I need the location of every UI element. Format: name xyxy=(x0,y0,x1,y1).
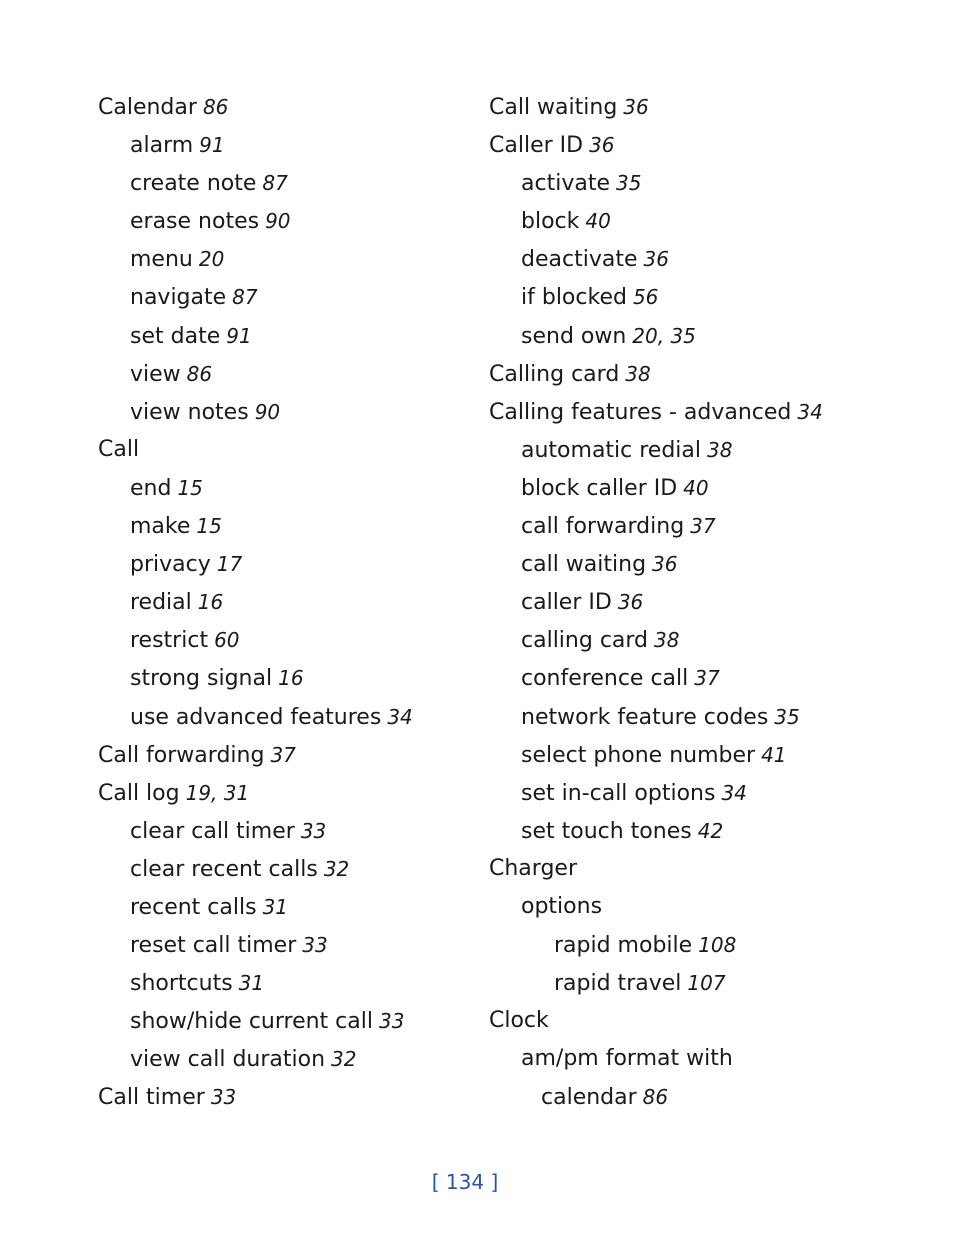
index-entry xyxy=(489,545,909,583)
index-entry xyxy=(98,698,468,736)
index-term: call waiting xyxy=(521,552,647,578)
index-term: Call timer xyxy=(98,1085,205,1111)
index-term: if blocked xyxy=(521,285,627,311)
index-entry xyxy=(489,355,909,393)
index-entry xyxy=(489,1078,909,1116)
index-entry xyxy=(489,850,909,888)
page-reference: 107 xyxy=(687,971,726,996)
index-term: erase notes xyxy=(130,209,260,235)
index-term: end xyxy=(130,475,172,501)
index-term: Call forwarding xyxy=(98,742,265,768)
page-reference: 34 xyxy=(797,399,823,424)
index-entry xyxy=(98,355,468,393)
page-reference: 35 xyxy=(615,171,642,196)
index-term: Calling card xyxy=(489,361,620,387)
index-entry xyxy=(98,507,468,545)
page-reference: 60 xyxy=(214,628,240,653)
index-term: Charger xyxy=(489,855,577,881)
page-number: [ 134 ] xyxy=(431,1170,499,1194)
page-reference: 91 xyxy=(199,133,225,158)
index-entry xyxy=(489,88,909,126)
index-term: network feature codes xyxy=(521,704,769,730)
page-reference: 31 xyxy=(262,894,289,919)
index-term: strong signal xyxy=(130,666,273,692)
page-reference: 87 xyxy=(262,171,288,196)
index-entry xyxy=(489,659,909,697)
page-reference: 37 xyxy=(690,514,716,539)
index-entry xyxy=(98,774,468,812)
index-term: make xyxy=(130,514,191,540)
page-reference: 86 xyxy=(642,1085,669,1110)
index-term: Calendar xyxy=(98,95,197,120)
index-column-right xyxy=(489,88,909,1117)
index-term: view notes xyxy=(130,399,249,425)
index-entry xyxy=(98,1078,468,1116)
page-reference: 41 xyxy=(761,742,787,767)
index-entry xyxy=(98,583,468,621)
index-term: use advanced features xyxy=(130,704,382,730)
index-entry xyxy=(98,317,468,355)
page-reference: 33 xyxy=(300,818,327,843)
page-reference: 86 xyxy=(202,95,229,119)
page-reference: 38 xyxy=(707,437,733,462)
index-term: create note xyxy=(130,171,257,197)
index-entry xyxy=(98,88,468,126)
page-reference: 17 xyxy=(216,552,243,577)
index-entry xyxy=(98,736,468,774)
index-entry xyxy=(98,240,468,278)
index-term: view xyxy=(130,361,181,387)
index-entry xyxy=(489,774,909,812)
page-reference: 36 xyxy=(652,552,678,577)
index-term: am/pm format with xyxy=(521,1046,733,1072)
page-reference: 36 xyxy=(617,590,644,615)
page-reference: 36 xyxy=(589,133,615,158)
index-entry xyxy=(489,393,909,431)
page-reference: 38 xyxy=(625,361,651,386)
index-term: Clock xyxy=(489,1008,549,1034)
index-entry xyxy=(489,469,909,507)
index-entry xyxy=(489,1002,909,1040)
index-entry xyxy=(98,812,468,850)
index-entry xyxy=(489,317,909,355)
page-reference: 108 xyxy=(698,933,737,958)
index-entry xyxy=(489,278,909,316)
index-entry xyxy=(98,888,468,926)
page-reference: 36 xyxy=(643,247,669,272)
index-term: calendar xyxy=(541,1085,637,1111)
page-reference: 32 xyxy=(331,1047,357,1072)
index-term: set date xyxy=(130,323,221,349)
index-term: set touch tones xyxy=(521,818,692,844)
page-reference: 33 xyxy=(378,1009,405,1034)
page-reference: 16 xyxy=(278,666,304,691)
index-term: clear recent calls xyxy=(130,856,318,882)
page-reference: 90 xyxy=(265,209,291,234)
page-reference: 15 xyxy=(177,475,203,500)
page-reference: 15 xyxy=(196,514,222,539)
index-term: recent calls xyxy=(130,894,257,920)
index-term: rapid mobile xyxy=(554,933,693,959)
index-entry xyxy=(489,698,909,736)
index-entry xyxy=(489,164,909,202)
index-entry xyxy=(98,545,468,583)
index-entry xyxy=(98,393,468,431)
index-term: call forwarding xyxy=(521,514,685,540)
index-entry xyxy=(98,278,468,316)
index-entry xyxy=(489,1040,909,1078)
page-reference: 19, 31 xyxy=(185,780,250,805)
index-entry xyxy=(489,888,909,926)
page-reference: 31 xyxy=(238,971,265,996)
index-entry xyxy=(98,926,468,964)
index-entry xyxy=(98,469,468,507)
index-entry xyxy=(489,240,909,278)
page-reference: 56 xyxy=(632,285,659,310)
index-term: redial xyxy=(130,590,192,616)
page-reference: 40 xyxy=(683,475,709,500)
index-term: conference call xyxy=(521,666,689,692)
page-reference: 34 xyxy=(721,780,747,805)
page-reference: 91 xyxy=(226,323,252,348)
index-entry xyxy=(489,583,909,621)
index-term: calling card xyxy=(521,628,649,654)
index-entry xyxy=(98,964,468,1002)
page-reference: 33 xyxy=(302,933,328,958)
page-reference: 34 xyxy=(387,704,413,729)
index-term: send own xyxy=(521,323,627,349)
index-term: reset call timer xyxy=(130,933,297,959)
index-entry xyxy=(98,850,468,888)
index-term: navigate xyxy=(130,285,227,311)
index-term: Caller ID xyxy=(489,133,584,159)
page-reference: 37 xyxy=(694,666,720,691)
index-term: rapid travel xyxy=(554,971,682,997)
page-reference: 32 xyxy=(323,856,350,881)
index-term: shortcuts xyxy=(130,971,233,997)
index-term: Call log xyxy=(98,780,180,806)
index-term: automatic redial xyxy=(521,437,702,463)
index-term: restrict xyxy=(130,628,209,654)
index-entry xyxy=(98,126,468,164)
index-term: block caller ID xyxy=(521,475,678,501)
index-entry xyxy=(98,164,468,202)
page-reference: 16 xyxy=(197,590,224,615)
index-term: menu xyxy=(130,247,193,273)
index-entry xyxy=(489,736,909,774)
index-term: set in-call options xyxy=(521,780,716,806)
page-reference: 90 xyxy=(254,399,281,424)
index-term: clear call timer xyxy=(130,818,295,844)
index-entry xyxy=(489,621,909,659)
index-term: activate xyxy=(521,171,610,197)
index-entry xyxy=(98,1040,468,1078)
page-reference: 38 xyxy=(654,628,680,653)
index-column-left xyxy=(98,88,468,1117)
index-entry xyxy=(98,659,468,697)
index-term: caller ID xyxy=(521,590,612,616)
index-term: options xyxy=(521,893,603,919)
index-term: Call waiting xyxy=(489,95,618,120)
index-term: Calling features - advanced xyxy=(489,399,792,425)
index-entry xyxy=(98,1002,468,1040)
index-term: Call xyxy=(98,436,140,462)
page-reference: 20, 35 xyxy=(632,323,696,348)
index-term: select phone number xyxy=(521,742,756,768)
page-reference: 87 xyxy=(232,285,258,310)
index-term: show/hide current call xyxy=(130,1009,373,1035)
page-reference: 20 xyxy=(198,247,225,272)
page-reference: 37 xyxy=(270,742,296,767)
page-reference: 35 xyxy=(774,704,800,729)
index-term: privacy xyxy=(130,552,211,578)
page-reference: 36 xyxy=(623,95,649,119)
page-reference: 86 xyxy=(186,361,213,386)
page-reference: 42 xyxy=(697,818,724,843)
index-entry xyxy=(489,926,909,964)
index-entry xyxy=(489,507,909,545)
index-entry xyxy=(98,202,468,240)
index-entry xyxy=(489,126,909,164)
index-entry xyxy=(98,431,468,469)
page-reference: 40 xyxy=(585,209,611,234)
index-entry xyxy=(489,202,909,240)
index-entry xyxy=(489,964,909,1002)
index-entry xyxy=(489,812,909,850)
page-reference: 33 xyxy=(210,1085,237,1110)
index-term: block xyxy=(521,209,580,235)
index-entry xyxy=(98,621,468,659)
index-term: alarm xyxy=(130,133,194,159)
index-entry xyxy=(489,431,909,469)
index-term: view call duration xyxy=(130,1047,326,1073)
index-term: deactivate xyxy=(521,247,638,273)
